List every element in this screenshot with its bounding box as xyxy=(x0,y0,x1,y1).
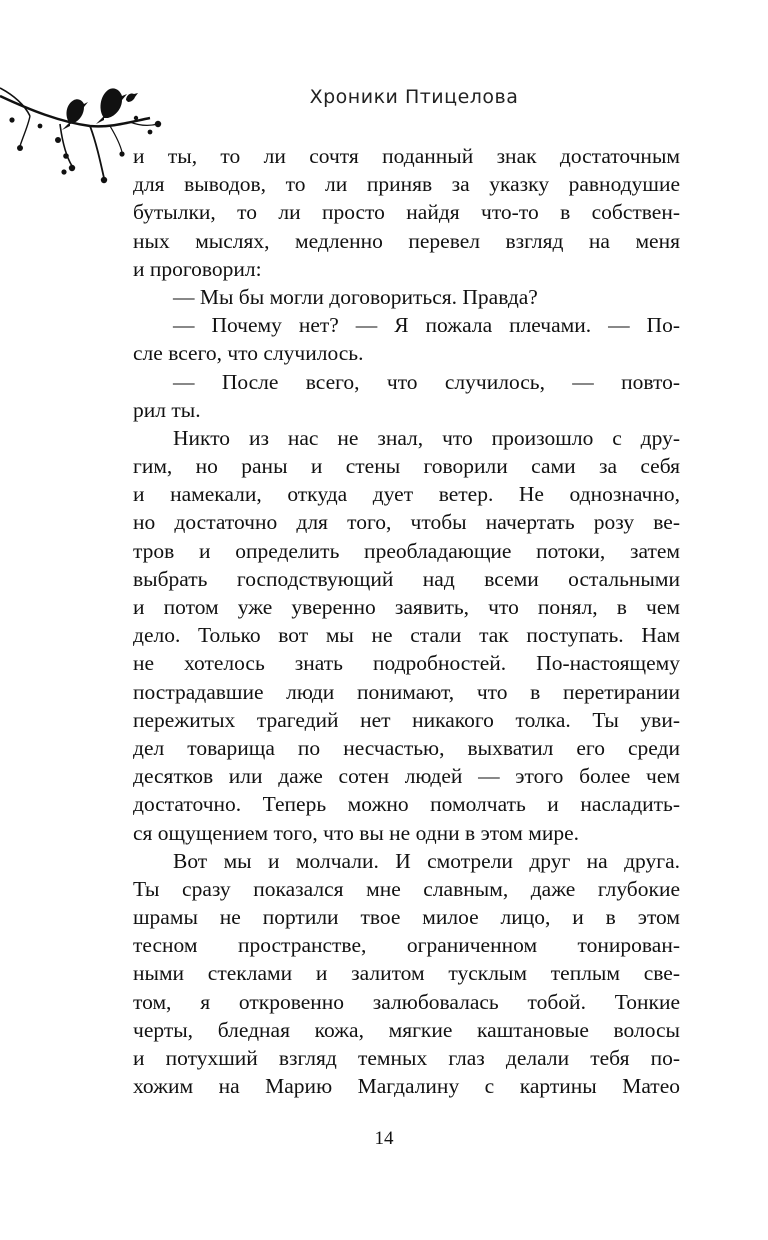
text-line: и потухший взгляд темных глаз делали тебя по- xyxy=(133,1046,680,1070)
text-line: бутылки, то ли просто найдя что-то в собствен- xyxy=(133,200,680,225)
text-line: выбрать господствующий над всеми остальными xyxy=(133,566,680,591)
text-line: дел товарища по несчастью, выхватил его среди xyxy=(133,735,680,760)
text-line: и проговорил: xyxy=(133,256,262,281)
text-line: тров и определить преобладающие потоки, затем xyxy=(133,538,680,563)
text-line: и намекали, откуда дует ветер. Не однозначно, xyxy=(133,482,680,507)
text-line: и потом уже уверенно заявить, что понял, в чем xyxy=(133,595,680,619)
text-line: но достаточно для того, чтобы начертать розу ве- xyxy=(133,510,680,535)
text-line: гим, но раны и стены говорили сами за себя xyxy=(133,454,680,479)
text-line: Ты сразу показался мне славным, даже глубокие xyxy=(133,876,680,901)
text-line: — После всего, что случилось, — повто- xyxy=(173,369,680,394)
text-line: — Мы бы могли договориться. Правда? xyxy=(173,284,538,309)
text-line: ных мыслях, медленно перевел взгляд на меня xyxy=(133,228,680,253)
body-text xyxy=(133,142,680,1100)
text-line: и ты, то ли сочтя поданный знак достаточным xyxy=(133,144,680,168)
text-line: десятков или даже сотен людей — этого более чем xyxy=(133,764,680,789)
page-number: 14 xyxy=(374,1128,394,1149)
text-line: — Почему нет? — Я пожала плечами. — По- xyxy=(173,313,680,338)
text-line: черты, бледная кожа, мягкие каштановые волосы xyxy=(133,1017,680,1042)
text-line: шрамы не портили твое милое лицо, и в этом xyxy=(133,905,680,930)
text-line: для выводов, то ли приняв за указку равнодушие xyxy=(133,172,680,197)
text-line: сле всего, что случилось. xyxy=(133,341,364,366)
text-line: ся ощущением того, что вы не одни в этом мире. xyxy=(133,820,580,845)
text-line: дело. Только вот мы не стали так поступать. Нам xyxy=(133,623,680,648)
text-line: том, я откровенно залюбовалась тобой. Тонкие xyxy=(133,989,680,1014)
text-line: ными стеклами и залитом тусклым теплым све- xyxy=(133,961,680,986)
text-line: хожим на Марию Магдалину с картины Матео xyxy=(133,1074,680,1099)
text-line: тесном пространстве, ограниченном тонирован- xyxy=(133,933,680,958)
running-title: Хроники Птицелова xyxy=(309,86,519,108)
text-line: Вот мы и молчали. И смотрели друг на друга. xyxy=(173,848,680,873)
text-line: пережитых трагедий нет никакого толка. Ты уви- xyxy=(133,707,680,732)
text-line: пострадавшие люди понимают, что в перетирании xyxy=(133,679,680,704)
text-line: Никто из нас не знал, что произошло с дру- xyxy=(173,425,680,450)
text-line: не хотелось знать подробностей. По-настоящему xyxy=(133,651,680,676)
running-head xyxy=(0,86,768,108)
text-line: достаточно. Теперь можно помолчать и насладить- xyxy=(133,792,680,817)
text-line: рил ты. xyxy=(133,397,201,422)
